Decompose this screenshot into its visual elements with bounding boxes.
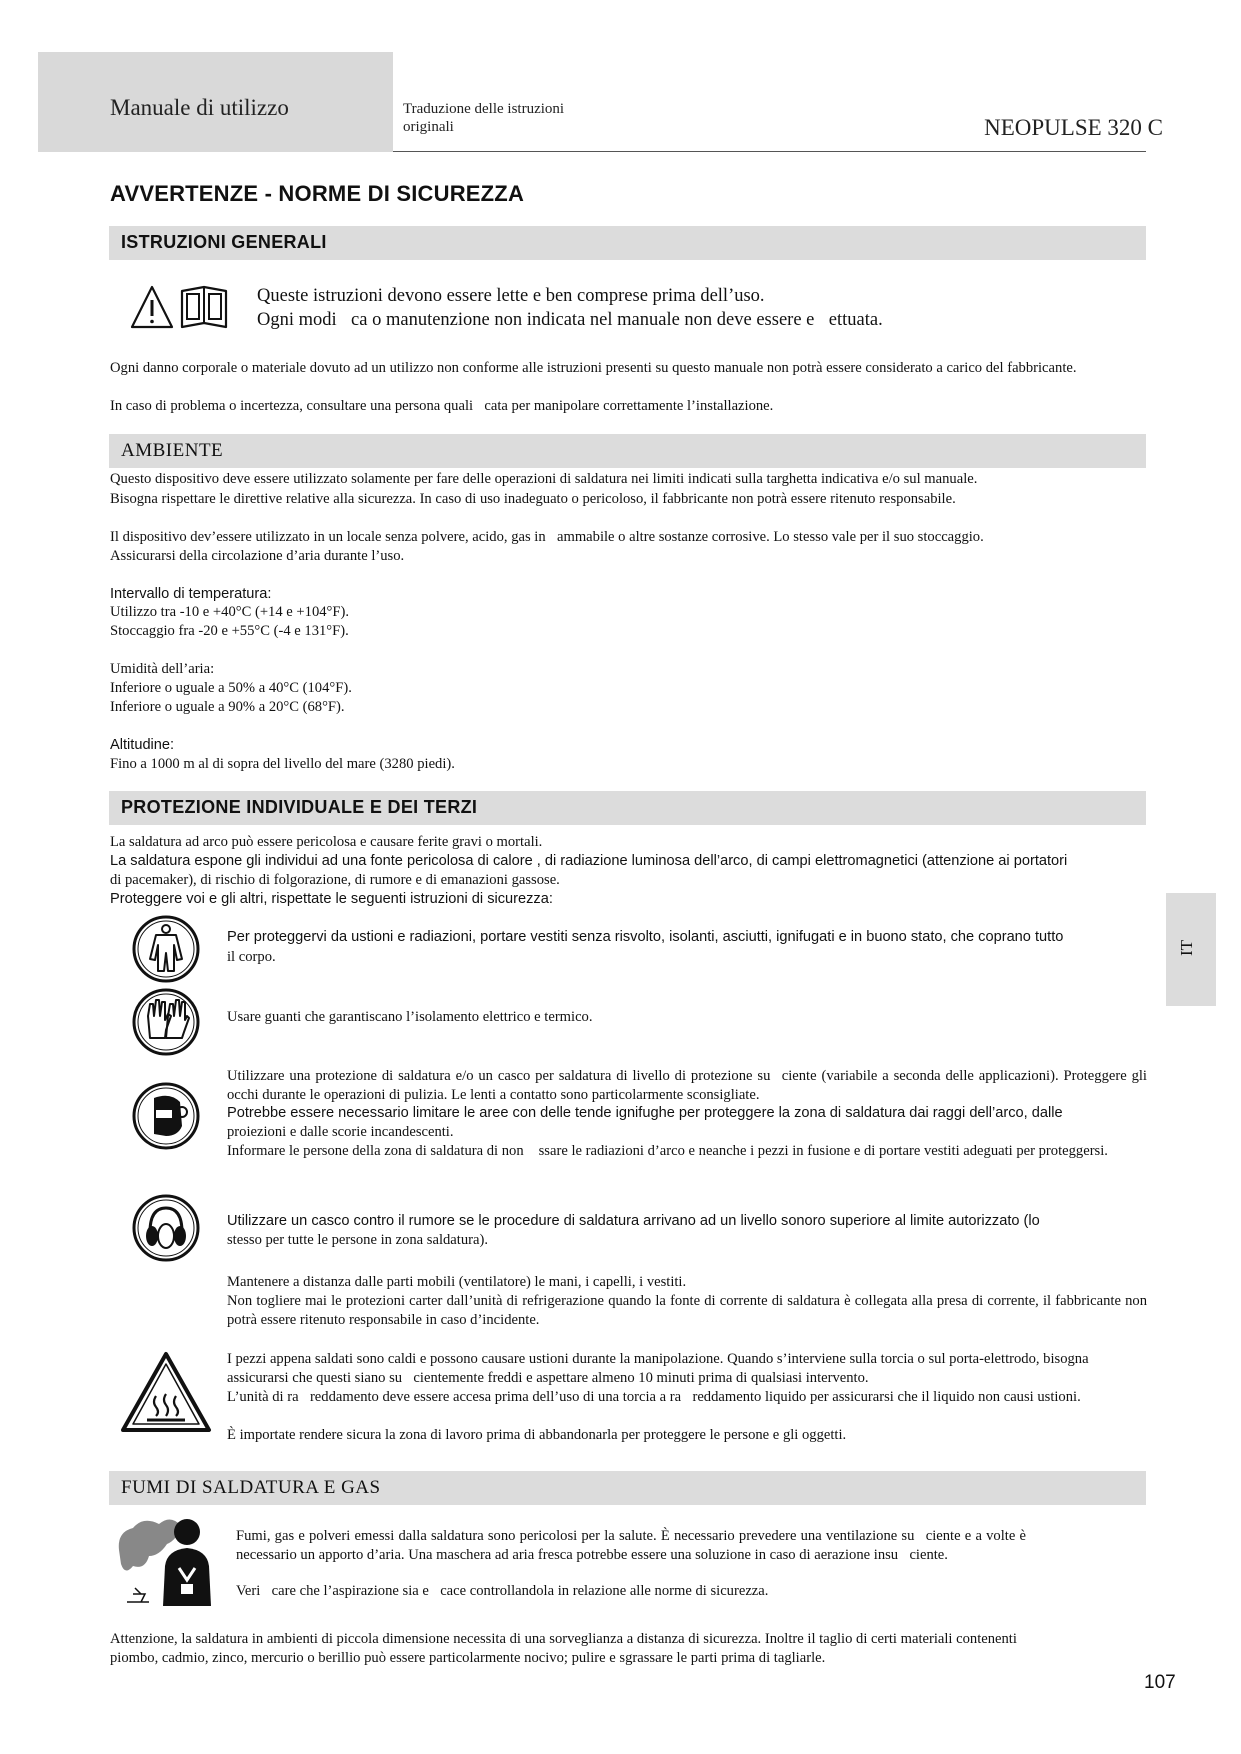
- page-title: AVVERTENZE - NORME DI SICUREZZA: [110, 181, 525, 206]
- header-subtitle-line1: Traduzione delle istruzioni: [403, 101, 565, 117]
- welding-mask-icon-wrap: [130, 1080, 202, 1152]
- header-divider: [393, 151, 1146, 152]
- environment-paragraph-3: Il dispositivo dev’essere utilizzato in un locale senza polvere, acido, gas in ammabile o altre sostanze corrosive. Lo stesso vale per il suo stoccaggio.: [110, 529, 984, 545]
- section-title-environment: AMBIENTE: [121, 440, 224, 461]
- welding-mask-icon: [130, 1080, 202, 1152]
- clothing-text-a: Per proteggervi da ustioni e radiazioni, portare vestiti senza risvolto, isolanti, asciutti, ignifugati e in buono stato, che coprano tutto: [227, 929, 1064, 945]
- section-title-general: ISTRUZIONI GENERALI: [121, 232, 327, 252]
- protection-intro-1: La saldatura ad arco può essere pericolosa e causare ferite gravi o mortali.: [110, 834, 543, 850]
- welding-fumes-icon: [115, 1510, 225, 1610]
- header-subtitle-line2: originali: [403, 119, 454, 135]
- protective-clothing-icon-wrap: [130, 913, 202, 985]
- ear-protection-icon: [130, 1192, 202, 1264]
- moving-parts-text-1: Mantenere a distanza dalle parti mobili (ventilatore) le mani, i capelli, i vestiti.: [227, 1274, 687, 1290]
- hot-surface-warning-icon: [119, 1350, 213, 1434]
- warning-manual-icons: [130, 283, 230, 333]
- humidity-label: Umidità dell’aria:: [110, 661, 215, 677]
- general-notice-line1: Queste istruzioni devono essere lette e ben comprese prima dell’uso.: [257, 286, 765, 306]
- altitude-label: Altitudine:: [110, 737, 175, 753]
- page-number: 107: [1144, 1672, 1176, 1693]
- protection-intro-2a: La saldatura espone gli individui ad una fonte pericolosa di calore , di radiazione luminosa dell’arco, di campi elettromagnetici (attenzione ai portatori: [110, 853, 1068, 869]
- hot-parts-text-3: È importate rendere sicura la zona di lavoro prima di abbandonarla per proteggere le persone e gli oggetti.: [227, 1427, 847, 1443]
- section-header-protection: [109, 791, 1146, 825]
- mask-text-1: Utilizzare una protezione di saldatura e/o un casco per saldatura di livello di protezione su ciente (variabile a seconda delle applicazioni). Proteggere gli occhi durante le operazioni di pulizia. Le lenti a contatto sono particolarmente sconsigliate.: [227, 1068, 1147, 1103]
- fumes-warning: Attenzione, la saldatura in ambienti di piccola dimensione necessita di una sorveglianza a distanza di sicurezza. Inoltre il taglio di certi materiali contenenti piombo, cadmio, zinco, mercurio o berillio può essere particolarmente nocivo; pulire e sgrassare le parti prima di tagliarle.: [110, 1631, 1017, 1666]
- general-notice-line2: Ogni modi ca o manutenzione non indicata nel manuale non deve essere e ettuata.: [257, 310, 883, 330]
- language-tab-label: IT: [1177, 939, 1197, 957]
- header-subtitle: [403, 100, 633, 136]
- protective-clothing-icon: [130, 913, 202, 985]
- humidity-value-1: Inferiore o uguale a 50% a 40°C (104°F).: [110, 680, 352, 696]
- protection-intro-2b: di pacemaker), di rischio di folgorazione, di rumore e di emanazioni gassose.: [110, 872, 560, 888]
- general-paragraph-1: Ogni danno corporale o materiale dovuto ad un utilizzo non conforme alle istruzioni presenti su questo manuale non potrà essere considerato a carico del fabbricante.: [110, 360, 1077, 376]
- temperature-use: Utilizzo tra -10 e +40°C (+14 e +104°F).: [110, 604, 350, 620]
- altitude-value: Fino a 1000 m al di sopra del livello del mare (3280 piedi).: [110, 756, 455, 772]
- fumes-icon-wrap: [115, 1510, 225, 1610]
- ear-protection-icon-wrap: [130, 1192, 202, 1264]
- temperature-storage: Stoccaggio fra -20 e +55°C (-4 e 131°F).: [110, 623, 349, 639]
- mask-text-2b: proiezioni e dalle scorie incandescenti.: [227, 1124, 454, 1140]
- environment-paragraph-4: Assicurarsi della circolazione d’aria durante l’uso.: [110, 548, 405, 564]
- mask-text-2: Potrebbe essere necessario limitare le aree con delle tende ignifughe per proteggere la zona di saldatura dai raggi dell’arco, dalle: [227, 1105, 1063, 1121]
- fumes-text-1: Fumi, gas e polveri emessi dalla saldatura sono pericolosi per la salute. È necessario prevedere una ventilazione su ciente e a volte è necessario un apporto d’aria. Una maschera ad aria fresca potrebbe essere una soluzione in caso di aerazione insu ciente.: [236, 1528, 1026, 1563]
- hot-surface-icon-wrap: [119, 1350, 213, 1434]
- clothing-text-b: il corpo.: [227, 949, 276, 965]
- humidity-value-2: Inferiore o uguale a 90% a 20°C (68°F).: [110, 699, 345, 715]
- language-tab: [1166, 893, 1216, 1006]
- section-title-protection: PROTEZIONE INDIVIDUALE E DEI TERZI: [121, 797, 478, 817]
- noise-text-a: Utilizzare un casco contro il rumore se le procedure di saldatura arrivano ad un livello sonoro superiore al limite autorizzato (lo: [227, 1213, 1040, 1229]
- environment-paragraph-2: Bisogna rispettare le direttive relative alla sicurezza. In caso di uso inadeguato o pericoloso, il fabbricante non potrà essere ritenuto responsabile.: [110, 491, 956, 507]
- noise-text-b: stesso per tutte le persone in zona saldatura).: [227, 1232, 488, 1248]
- general-notice: [257, 284, 1137, 332]
- section-header-general: [109, 226, 1146, 260]
- gloves-icon-wrap: [130, 986, 202, 1058]
- protection-intro-3: Proteggere voi e gli altri, rispettate le seguenti istruzioni di sicurezza:: [110, 891, 553, 907]
- temperature-label: Intervallo di temperatura:: [110, 586, 272, 602]
- hot-parts-text-2: L’unità di ra reddamento deve essere accesa prima dell’uso di una torcia a ra reddamento liquido per assicurarsi che il liquido non causi ustioni.: [227, 1389, 1081, 1405]
- mask-text-3: Informare le persone della zona di saldatura di non  ssare le radiazioni d’arco e neanche i pezzi in fusione e di portare vestiti adeguati per proteggersi.: [227, 1143, 1108, 1159]
- general-paragraph-2: In caso di problema o incertezza, consultare una persona quali cata per manipolare correttamente l’installazione.: [110, 398, 774, 414]
- gloves-text: Usare guanti che garantiscano l’isolamento elettrico e termico.: [227, 1009, 593, 1025]
- section-header-fumes: [109, 1471, 1146, 1505]
- warning-read-manual-icon: [130, 283, 230, 333]
- environment-paragraph-1: Questo dispositivo deve essere utilizzato solamente per fare delle operazioni di saldatura nei limiti indicati sulla targhetta indicativa e/o sul manuale.: [110, 471, 978, 487]
- gloves-icon: [130, 986, 202, 1058]
- manual-title: Manuale di utilizzo: [110, 95, 289, 120]
- section-header-environment: [109, 434, 1146, 468]
- fumes-text-2: Veri care che l’aspirazione sia e cace controllandola in relazione alle norme di sicurezza.: [236, 1583, 769, 1599]
- section-title-fumes: FUMI DI SALDATURA E GAS: [121, 1477, 381, 1498]
- moving-parts-text-2: Non togliere mai le protezioni carter dall’unità di refrigerazione quando la fonte di corrente di saldatura è collegata alla presa di corrente, il fabbricante non potrà essere ritenuto responsabile in caso d’incidente.: [227, 1293, 1147, 1328]
- product-name: NEOPULSE 320 C: [984, 115, 1163, 140]
- hot-parts-text-1: I pezzi appena saldati sono caldi e possono causare ustioni durante la manipolazione. Quando s’interviene sulla torcia o sul porta-elettrodo, bisogna assicurarsi che questi siano su cientemente freddi e aspettare almeno 10 minuti prima di qualsiasi intervento.: [227, 1351, 1089, 1386]
